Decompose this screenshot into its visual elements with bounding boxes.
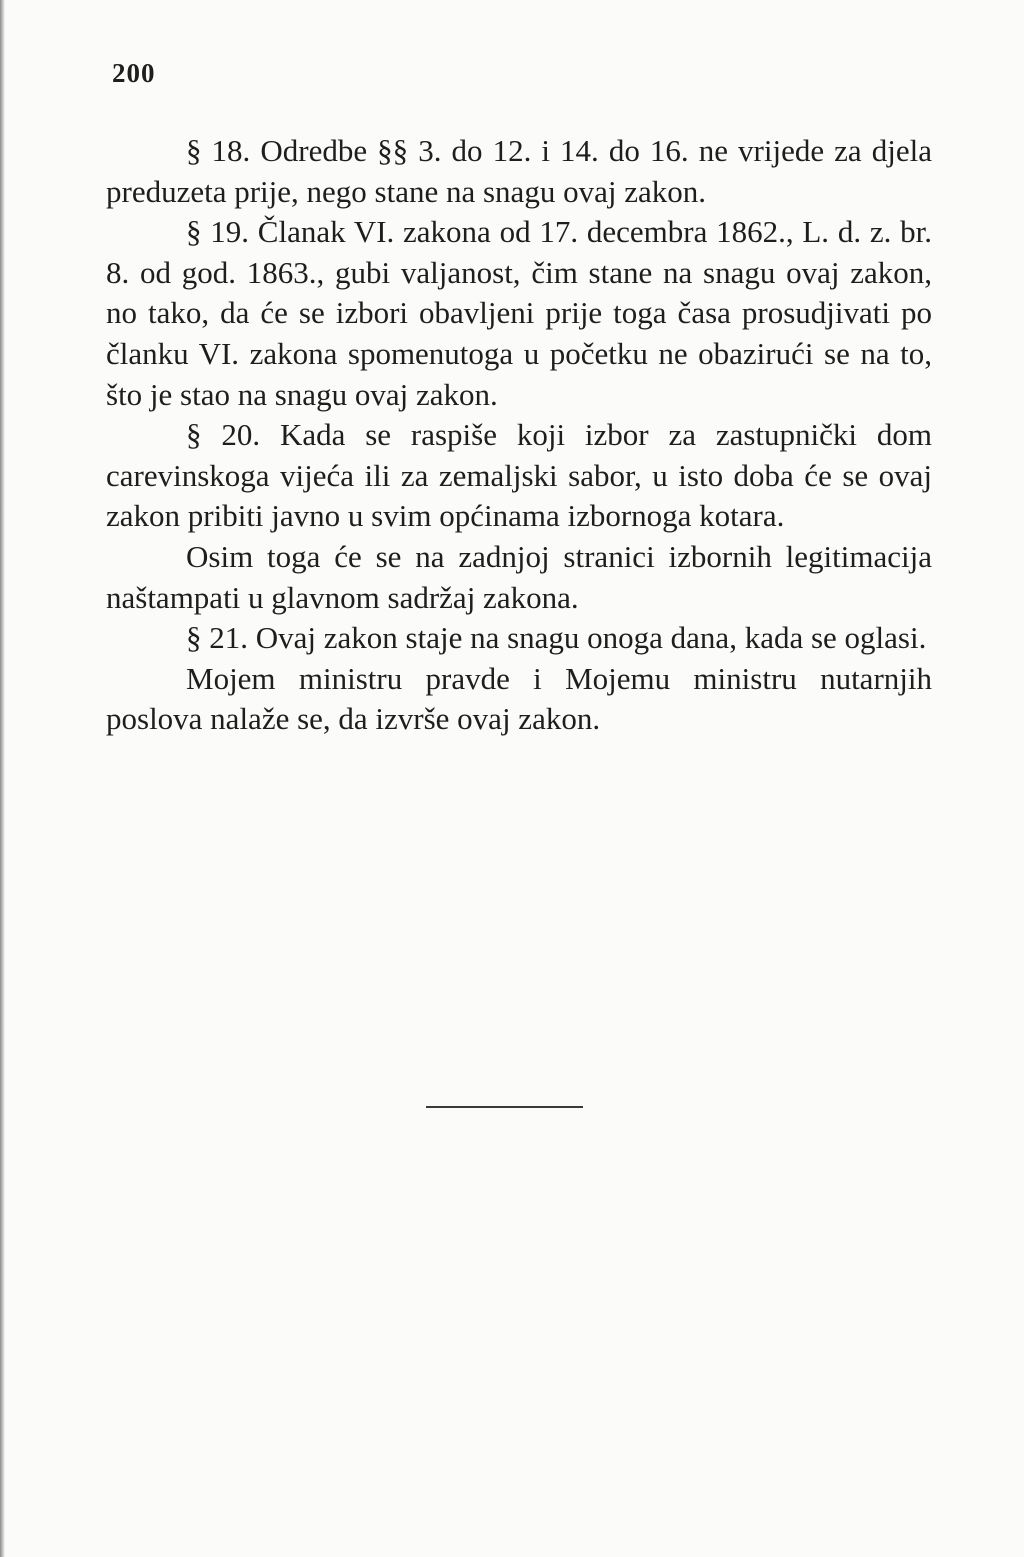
paragraph-section-20: § 20. Kada se raspiše koji izbor za zastupnički dom carevinskoga vijeća ili za zemaljski sabor, u isto doba će se ovaj zakon pribiti javno u svim općinama izbornoga kotara.	[106, 417, 932, 534]
paragraph-section-20-continued: Osim toga će se na zadnjoj stranici izbornih legitimacija naštampati u glavnom sadržaj zakona.	[106, 538, 932, 615]
paragraph-closing-order: Mojem ministru pravde i Mojemu ministru nutarnjih poslova nalaže se, da izvrše ovaj zakon.	[106, 660, 932, 737]
closing-divider	[426, 1106, 583, 1108]
paragraph-section-18: § 18. Odredbe §§ 3. do 12. i 14. do 16. ne vrijede za djela preduzeta prije, nego stane na snagu ovaj zakon.	[106, 133, 932, 209]
paragraph-section-19: § 19. Članak VI. zakona od 17. decembra 1862., L. d. z. br. 8. od god. 1863., gubi valjanost, čim stane na snagu ovaj zakon, no tako, da će se izbori obavljeni prije toga časa prosudjivati po članku VI. zakona spomenutoga u početku ne obazirući se na to, što je stao na snagu ovaj zakon.	[106, 214, 932, 412]
page-edge-shadow	[0, 0, 5, 1557]
body-text	[106, 131, 932, 740]
paragraph-section-21: § 21. Ovaj zakon staje na snagu onoga dana, kada se oglasi.	[186, 620, 927, 656]
page-number: 200	[112, 58, 156, 88]
